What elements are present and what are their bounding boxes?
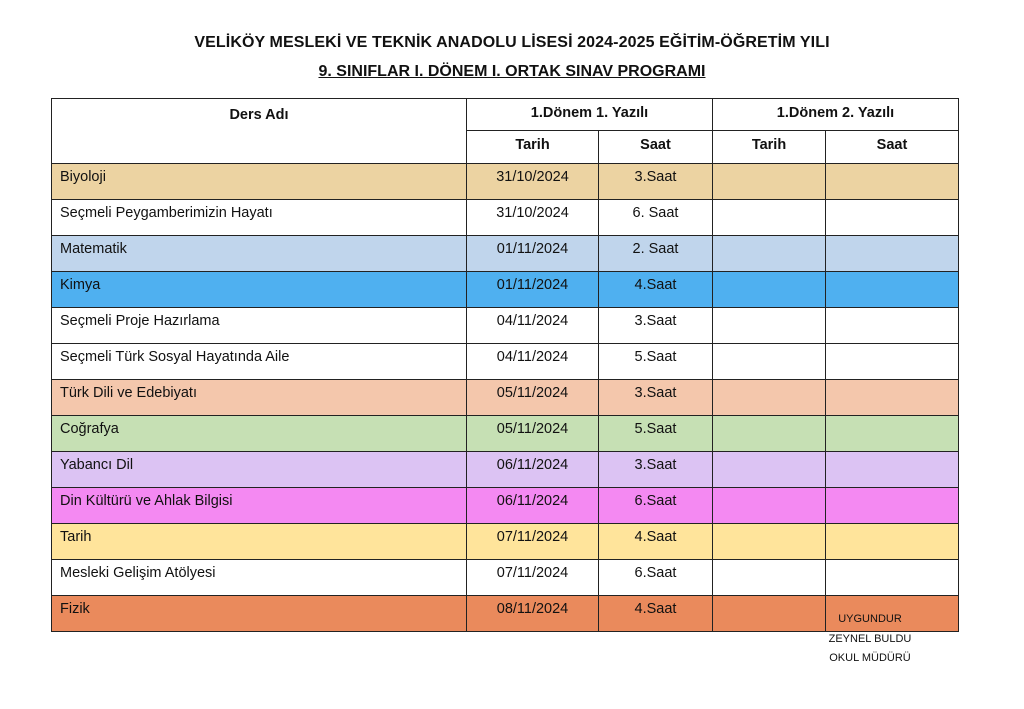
- exam1-hour: 5.Saat: [599, 344, 713, 380]
- exam2-hour: [826, 452, 959, 488]
- exam2-hour: [826, 236, 959, 272]
- exam1-hour: 5.Saat: [599, 416, 713, 452]
- table-row: [52, 488, 959, 524]
- exam1-hour: 6.Saat: [599, 560, 713, 596]
- table-row: [52, 200, 959, 236]
- exam1-hour: 4.Saat: [599, 524, 713, 560]
- exam2-date: [713, 236, 826, 272]
- exam1-hour: 3.Saat: [599, 452, 713, 488]
- course-name: Türk Dili ve Edebiyatı: [52, 380, 467, 416]
- exam2-hour: [826, 344, 959, 380]
- exam1-date: 04/11/2024: [467, 308, 599, 344]
- table-row: [52, 560, 959, 596]
- course-name: Fizik: [52, 596, 467, 632]
- column-header-tarih-1: Tarih: [467, 131, 599, 164]
- column-header-tarih-2: Tarih: [713, 131, 826, 164]
- exam2-date: [713, 272, 826, 308]
- exam2-date: [713, 488, 826, 524]
- exam2-date: [713, 308, 826, 344]
- table-row: [52, 344, 959, 380]
- column-header-ders-adi: Ders Adı: [52, 99, 467, 164]
- course-name: Mesleki Gelişim Atölyesi: [52, 560, 467, 596]
- approval-label: UYGUNDUR: [838, 613, 902, 625]
- exam1-date: 01/11/2024: [467, 272, 599, 308]
- course-name: Tarih: [52, 524, 467, 560]
- exam2-hour: [826, 200, 959, 236]
- table-row: [52, 380, 959, 416]
- exam1-hour: 3.Saat: [599, 380, 713, 416]
- course-name: Biyoloji: [52, 164, 467, 200]
- document-subtitle: 9. SINIFLAR I. DÖNEM I. ORTAK SINAV PROGRAMI: [318, 63, 706, 80]
- exam1-date: 31/10/2024: [467, 164, 599, 200]
- exam1-date: 07/11/2024: [467, 560, 599, 596]
- column-group-yazili-2: 1.Dönem 2. Yazılı: [713, 99, 959, 131]
- exam2-hour: [826, 272, 959, 308]
- table-row: [52, 164, 959, 200]
- exam-schedule-table: [51, 98, 959, 632]
- course-name: Matematik: [52, 236, 467, 272]
- column-header-saat-2: Saat: [826, 131, 959, 164]
- exam1-hour: 6. Saat: [599, 200, 713, 236]
- approval-signature: [800, 610, 940, 669]
- exam2-hour: [826, 164, 959, 200]
- course-name: Coğrafya: [52, 416, 467, 452]
- exam2-date: [713, 200, 826, 236]
- table-row: [52, 452, 959, 488]
- document-title: VELİKÖY MESLEKİ VE TEKNİK ANADOLU LİSESİ 2024-2025 EĞİTİM-ÖĞRETİM YILI: [194, 34, 830, 51]
- exam2-date: [713, 164, 826, 200]
- exam2-hour: [826, 308, 959, 344]
- exam1-hour: 3.Saat: [599, 308, 713, 344]
- exam1-hour: 2. Saat: [599, 236, 713, 272]
- exam1-date: 08/11/2024: [467, 596, 599, 632]
- exam2-date: [713, 452, 826, 488]
- principal-name: ZEYNEL BULDU: [828, 632, 912, 645]
- table-row: [52, 236, 959, 272]
- exam2-date: [713, 344, 826, 380]
- table-row: [52, 308, 959, 344]
- exam1-date: 04/11/2024: [467, 344, 599, 380]
- exam1-hour: 6.Saat: [599, 488, 713, 524]
- exam1-hour: 3.Saat: [599, 164, 713, 200]
- principal-title: OKUL MÜDÜRÜ: [829, 652, 911, 664]
- exam2-date: [713, 380, 826, 416]
- exam1-date: 05/11/2024: [467, 416, 599, 452]
- exam2-date: [713, 524, 826, 560]
- exam2-hour: [826, 524, 959, 560]
- course-name: Seçmeli Peygamberimizin Hayatı: [52, 200, 467, 236]
- exam1-date: 06/11/2024: [467, 488, 599, 524]
- exam1-date: 07/11/2024: [467, 524, 599, 560]
- exam2-hour: [826, 560, 959, 596]
- exam2-date: [713, 416, 826, 452]
- table-row: [52, 272, 959, 308]
- exam1-hour: 4.Saat: [599, 596, 713, 632]
- table-row: [52, 524, 959, 560]
- column-group-yazili-1: 1.Dönem 1. Yazılı: [467, 99, 713, 131]
- exam2-hour: [826, 416, 959, 452]
- exam1-date: 06/11/2024: [467, 452, 599, 488]
- exam1-date: 05/11/2024: [467, 380, 599, 416]
- course-name: Seçmeli Proje Hazırlama: [52, 308, 467, 344]
- course-name: Yabancı Dil: [52, 452, 467, 488]
- course-name: Kimya: [52, 272, 467, 308]
- course-name: Din Kültürü ve Ahlak Bilgisi: [52, 488, 467, 524]
- table-row: [52, 416, 959, 452]
- exam2-hour: [826, 488, 959, 524]
- exam1-date: 31/10/2024: [467, 200, 599, 236]
- course-name: Seçmeli Türk Sosyal Hayatında Aile: [52, 344, 467, 380]
- exam2-date: [713, 560, 826, 596]
- exam2-hour: [826, 380, 959, 416]
- column-header-saat-1: Saat: [599, 131, 713, 164]
- exam1-date: 01/11/2024: [467, 236, 599, 272]
- exam1-hour: 4.Saat: [599, 272, 713, 308]
